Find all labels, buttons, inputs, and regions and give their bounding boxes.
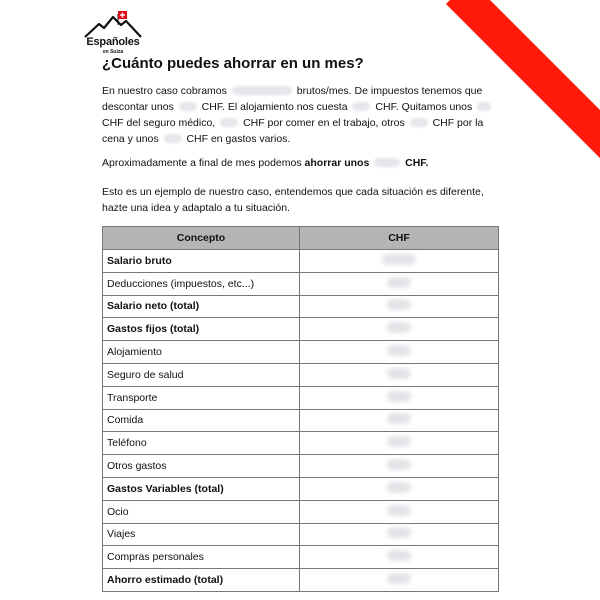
page-title: ¿Cuánto puedes ahorrar en un mes? (102, 55, 364, 72)
redacted-value (387, 299, 411, 310)
redacted-value (387, 436, 411, 447)
redacted-value (352, 102, 370, 111)
table-row (103, 386, 499, 409)
column-header-concepto: Concepto (103, 227, 300, 250)
redacted-value (164, 134, 182, 143)
table-header-row (103, 227, 499, 250)
chf-value-cell (300, 569, 499, 592)
table-row (103, 295, 499, 318)
redacted-value (387, 505, 411, 516)
chf-value-cell (300, 341, 499, 364)
table-row (103, 409, 499, 432)
concept-cell: Seguro de salud (103, 363, 300, 386)
chf-value-cell (300, 295, 499, 318)
text-segment: CHF. Quitamos unos (375, 101, 473, 113)
concept-cell: Ahorro estimado (total) (103, 569, 300, 592)
table-row (103, 272, 499, 295)
chf-value-cell (300, 523, 499, 546)
concept-cell: Gastos fijos (total) (103, 318, 300, 341)
text-segment: En nuestro caso cobramos (102, 85, 227, 97)
table-row (103, 477, 499, 500)
text-segment: brutos/mes. De impuestos tenemos que descontar unos (102, 85, 483, 113)
intro-paragraph (102, 83, 502, 147)
redacted-value (179, 102, 197, 111)
chf-value-cell (300, 455, 499, 478)
redacted-value (387, 413, 411, 424)
table-row (103, 500, 499, 523)
logo-tagline: en Suiza (102, 49, 124, 55)
chf-value-cell (300, 363, 499, 386)
redacted-value (374, 158, 400, 167)
concept-cell: Teléfono (103, 432, 300, 455)
table-row (103, 569, 499, 592)
concept-cell: Salario bruto (103, 250, 300, 273)
concept-cell: Otros gastos (103, 455, 300, 478)
text-segment: CHF. El alojamiento nos cuesta (201, 101, 348, 113)
logo-title: Españoles (86, 36, 140, 48)
text-segment: Aproximadamente a final de mes podemos (102, 157, 302, 169)
text-segment: CHF por comer en el trabajo, otros (243, 117, 405, 129)
text-segment: CHF por la cena y unos (102, 117, 484, 145)
budget-table (102, 226, 499, 592)
chf-value-cell (300, 318, 499, 341)
concept-cell: Transporte (103, 386, 300, 409)
redacted-value (387, 391, 411, 402)
redacted-value (477, 102, 491, 111)
redacted-value (387, 345, 411, 356)
redacted-value (387, 368, 411, 379)
table-row (103, 341, 499, 364)
concept-cell: Comida (103, 409, 300, 432)
redacted-value (410, 118, 428, 127)
table-row (103, 432, 499, 455)
logo (82, 10, 144, 56)
redacted-value (387, 550, 411, 561)
text-segment: CHF del seguro médico, (102, 117, 216, 129)
redacted-value (382, 254, 416, 265)
redacted-value (387, 482, 411, 493)
table-row (103, 523, 499, 546)
chf-value-cell (300, 250, 499, 273)
redacted-value (232, 86, 292, 95)
chf-value-cell (300, 477, 499, 500)
table-row (103, 318, 499, 341)
chf-value-cell (300, 409, 499, 432)
concept-cell: Alojamiento (103, 341, 300, 364)
chf-value-cell (300, 500, 499, 523)
concept-cell: Compras personales (103, 546, 300, 569)
table-row (103, 363, 499, 386)
text-segment-bold: ahorrar unos (304, 157, 370, 169)
text-segment: CHF en gastos varios. (186, 133, 291, 145)
table-row (103, 250, 499, 273)
concept-cell: Gastos Variables (total) (103, 477, 300, 500)
chf-value-cell (300, 386, 499, 409)
table-row (103, 455, 499, 478)
chf-value-cell (300, 432, 499, 455)
concept-cell: Ocio (103, 500, 300, 523)
column-header-chf: CHF (300, 227, 499, 250)
redacted-value (387, 573, 411, 584)
chf-value-cell (300, 546, 499, 569)
concept-cell: Salario neto (total) (103, 295, 300, 318)
concept-cell: Viajes (103, 523, 300, 546)
redacted-value (220, 118, 238, 127)
concept-cell: Deducciones (impuestos, etc...) (103, 272, 300, 295)
redacted-value (387, 322, 411, 333)
redacted-value (387, 527, 411, 538)
table-row (103, 546, 499, 569)
savings-paragraph (102, 155, 502, 171)
text-segment-bold: CHF. (405, 157, 429, 169)
redacted-value (387, 459, 411, 470)
chf-value-cell (300, 272, 499, 295)
redacted-value (387, 277, 411, 288)
note-paragraph: Esto es un ejemplo de nuestro caso, entendemos que cada situación es diferente, hazte una idea y adaptalo a tu situación. (102, 186, 484, 214)
